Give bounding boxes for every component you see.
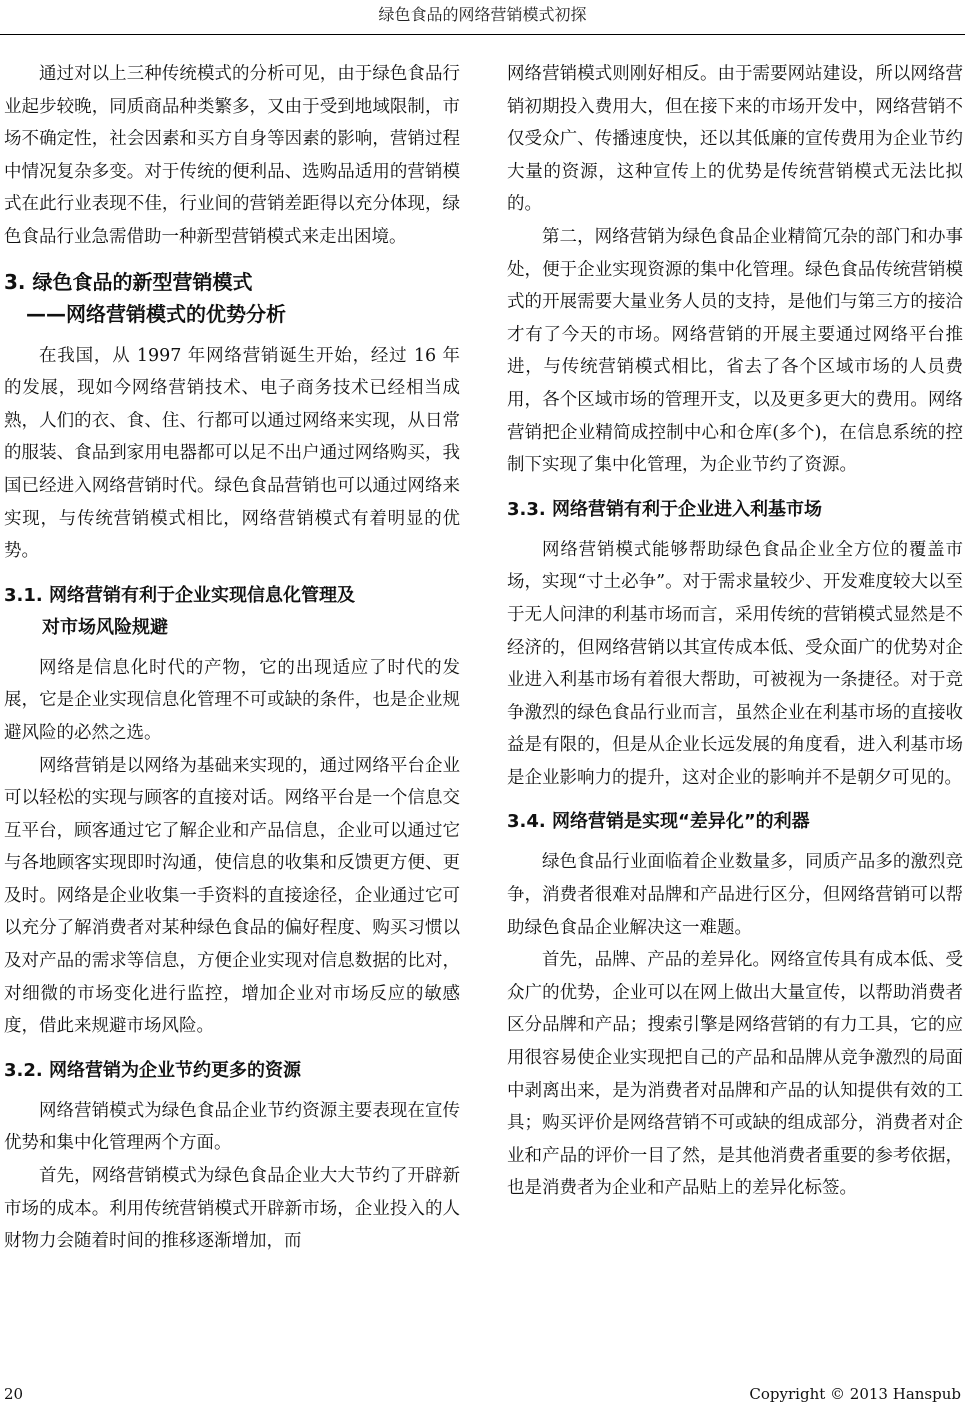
page-number: 20 [4, 1385, 24, 1403]
body-paragraph: 第二，网络营销为绿色食品企业精简冗杂的部门和办事处，便于企业实现资源的集中化管理。绿色食品传统营销模式的开展需要大量业务人员的支持，是他们与第三方的接洽才有了今天的市场。网络营销的开展主要通过网络平台推进，与传统营销模式相比，省去了各个区域市场的人员费用，各个区域市场的管理开支，以及更多更大的费用。网络营销把企业精简成控制中心和仓库(多个)，在信息系统的控制下实现了集中化管理，为企业节约了资源。 [507, 226, 963, 476]
body-paragraph: 首先，品牌、产品的差异化。网络宣传具有成本低、受众广的优势，企业可以在网上做出大量宣传，以帮助消费者区分品牌和产品；搜索引擎是网络营销的有力工具，它的应用很容易使企业实现把自己的产品和品牌从竞争激烈的局面中剥离出来，是为消费者对品牌和产品的认知提供有效的工具；购买评价是网络营销不可或缺的组成部分，消费者对企业和产品的评价一目了然，是其他消费者重要的参考依据，也是消费者为企业和产品贴上的差异化标签。 [507, 950, 963, 1199]
body-paragraph: 在我国，从 1997 年网络营销诞生开始，经过 16 年的发展，现如今网络营销技术、电子商务技术已经相当成熟，人们的衣、食、住、行都可以通过网络来实现，从日常的服装、食品到家用电器都可以足不出户通过网络购买，我国已经进入网络营销时代。绿色食品营销也可以通过网络来实现，与传统营销模式相比，网络营销模式有着明显的优势。 [4, 345, 460, 562]
left-column [4, 58, 460, 1258]
subsection-heading-3-3: 3.3. 网络营销有利于企业进入利基市场 [507, 498, 822, 520]
body-paragraph: 网络营销是以网络为基础来实现的，通过网络平台企业可以轻松的实现与顾客的直接对话。网络平台是一个信息交互平台，顾客通过它了解企业和产品信息，企业可以通过它与各地顾客实现即时沟通，使信息的收集和反馈更方便、更及时。网络是企业收集一手资料的直接途径，企业通过它可以充分了解消费者对某种绿色食品的偏好程度、购买习惯以及对产品的需求等信息，方便企业实现对信息数据的比对，对细微的市场变化进行监控，增加企业对市场反应的敏感度，借此来规避市场风险。 [4, 755, 460, 1037]
right-column [507, 58, 963, 1205]
body-paragraph: 绿色食品行业面临着企业数量多，同质产品多的激烈竞争，消费者很难对品牌和产品进行区分，但网络营销可以帮助绿色食品企业解决这一难题。 [507, 852, 963, 938]
subsection-heading-3-2: 3.2. 网络营销为企业节约更多的资源 [4, 1059, 301, 1081]
section-heading-subtitle: ——网络营销模式的优势分析 [26, 301, 286, 326]
body-paragraph: 首先，网络营销模式为绿色食品企业大大节约了开辟新市场的成本。利用传统营销模式开辟新市场，企业投入的人财物力会随着时间的推移逐渐增加，而 [4, 1166, 460, 1252]
body-paragraph: 网络营销模式为绿色食品企业节约资源主要表现在宣传优势和集中化管理两个方面。 [4, 1100, 460, 1154]
section-heading-line: 3. 绿色食品的新型营销模式 [4, 269, 253, 294]
running-header: 绿色食品的网络营销模式初探 [0, 0, 965, 35]
subsection-heading-continuation: 对市场风险规避 [42, 616, 168, 638]
subsection-heading-3-4: 3.4. 网络营销是实现“差异化”的利器 [507, 811, 810, 833]
copyright-notice: Copyright © 2013 Hanspub [749, 1385, 961, 1403]
subsection-heading-3-1 [4, 580, 460, 644]
subsection-heading-line: 3.1. 网络营销有利于企业实现信息化管理及 [4, 584, 355, 606]
body-paragraph: 网络是信息化时代的产物，它的出现适应了时代的发展，它是企业实现信息化管理不可或缺的条件，也是企业规避风险的必然之选。 [4, 657, 460, 743]
body-paragraph: 网络营销模式能够帮助绿色食品企业全方位的覆盖市场，实现“寸土必争”。对于需求量较少、开发难度较大以至于无人问津的利基市场而言，采用传统的营销模式显然是不经济的，但网络营销以其宣传成本低、受众面广的优势对企业进入利基市场有着很大帮助，可被视为一条捷径。对于竞争激烈的绿色食品行业而言，虽然企业在利基市场的直接收益是有限的，但是从企业长远发展的角度看，进入利基市场是企业影响力的提升，这对企业的影响并不是朝夕可见的。 [507, 539, 963, 788]
body-paragraph-continued: 网络营销模式则刚好相反。由于需要网站建设，所以网络营销初期投入费用大，但在接下来的市场开发中，网络营销不仅受众广、传播速度快，还以其低廉的宣传费用为企业节约大量的资源，这种宣传上的优势是传统营销模式无法比拟的。 [507, 64, 963, 215]
section-heading-3 [4, 266, 460, 330]
body-paragraph: 通过对以上三种传统模式的分析可见，由于绿色食品行业起步较晚，同质商品种类繁多，又由于受到地域限制，市场不确定性，社会因素和买方自身等因素的影响，营销过程中情况复杂多变。对于传统的便利品、选购品适用的营销模式在此行业表现不佳，行业间的营销差距得以充分体现，绿色食品行业急需借助一种新型营销模式来走出困境。 [4, 64, 460, 247]
